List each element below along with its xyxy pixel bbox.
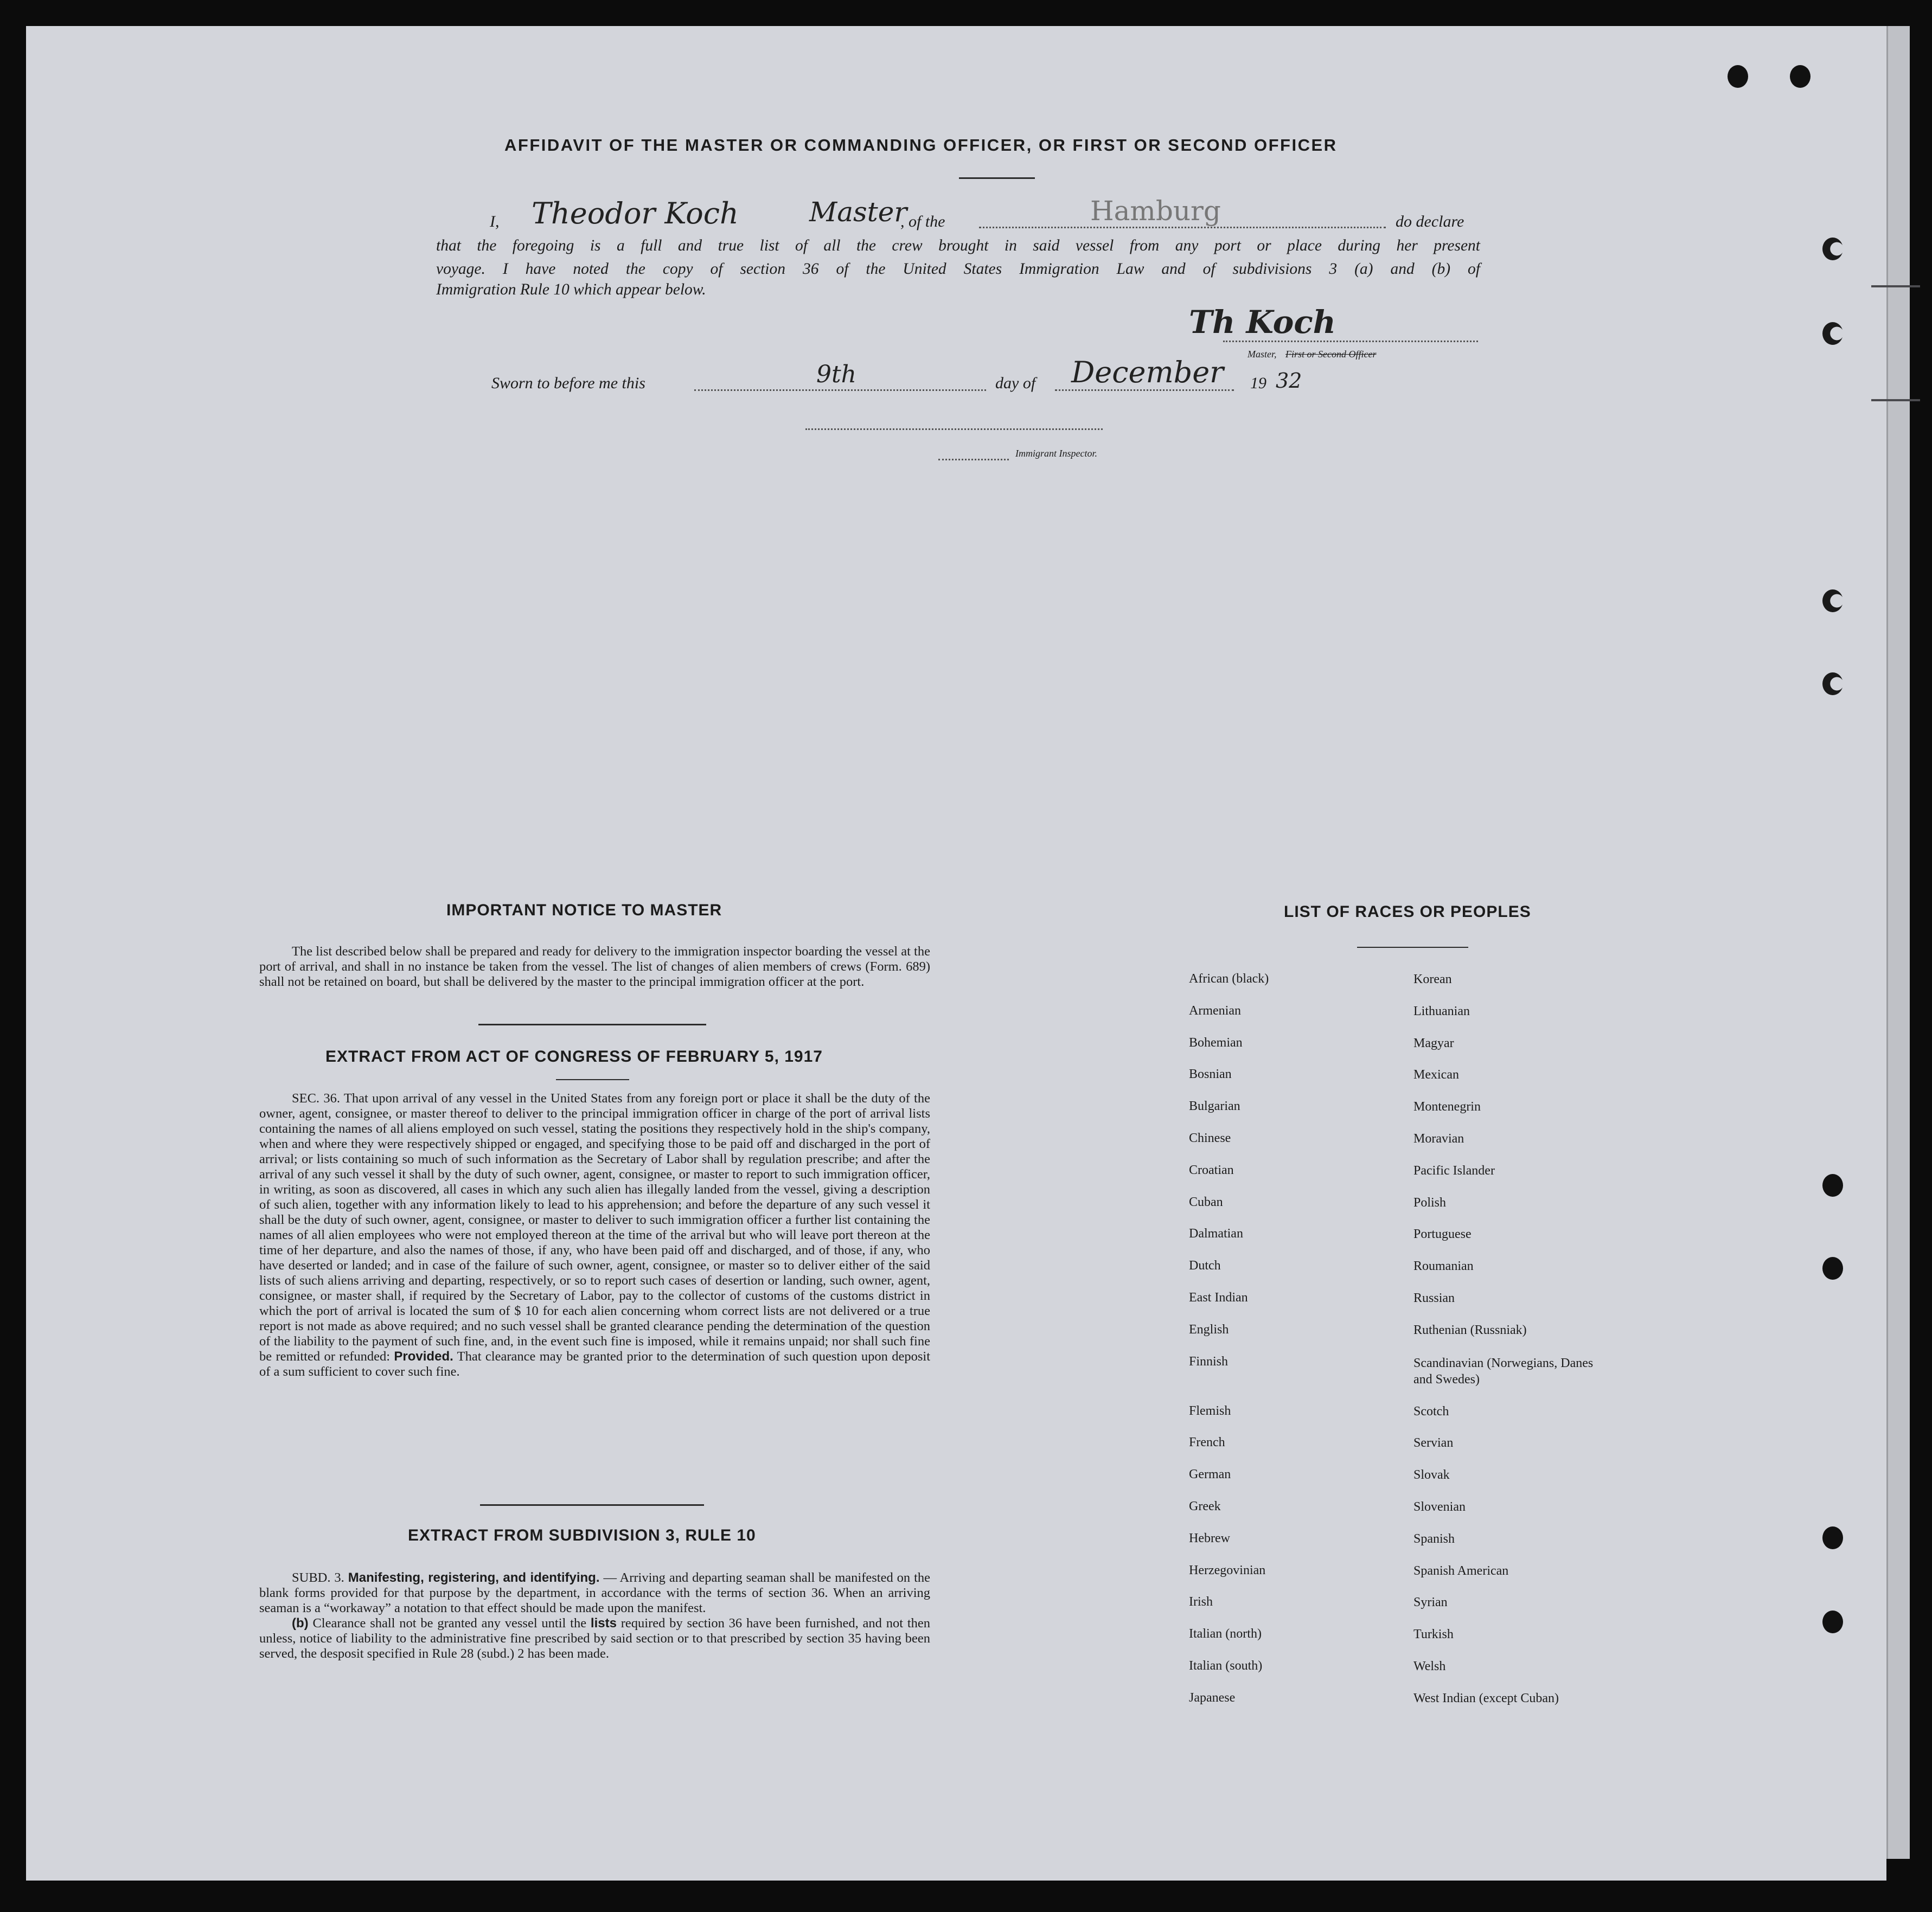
race-item: French	[1189, 1435, 1225, 1450]
binder-hole	[1822, 672, 1843, 695]
race-item: Portuguese	[1413, 1227, 1472, 1242]
binder-hole	[1822, 1257, 1843, 1280]
affidavit-i-label: I,	[490, 213, 500, 230]
race-item: Dutch	[1189, 1259, 1221, 1273]
race-item: West Indian (except Cuban)	[1413, 1691, 1559, 1705]
race-item: Cuban	[1189, 1195, 1223, 1209]
affidavit-title: AFFIDAVIT OF THE MASTER OR COMMANDING OFFICER, OR FIRST OR SECOND OFFICER	[504, 136, 1338, 155]
race-item: Irish	[1189, 1595, 1213, 1609]
act-provided-label: Provided.	[394, 1349, 453, 1364]
sworn-day-handwritten: 9th	[816, 361, 857, 388]
notice-rule	[478, 1024, 706, 1025]
race-item: Korean	[1413, 972, 1452, 986]
race-item: Magyar	[1413, 1036, 1454, 1050]
notice-heading: IMPORTANT NOTICE TO MASTER	[446, 901, 722, 919]
notice-body: The list described below shall be prepared and ready for delivery to the immigration inspector boarding the vessel at the port of arrival, and shall in no instance be taken from the vessel. The list of changes of alien members of crews (Form. 689) shall not be retained on board, but shall be delivered by the master to the principal immigration officer at the port.	[259, 944, 930, 989]
rule10-body: SUBD. 3. Manifesting, registering, and identifying. — Arriving and departing seaman shall be manifested on the blank forms provided for that purpose by the department, in accordance with the terms of section 36. When an arriving seaman is a “workaway” a notation to that effect should be made upon the manifest. (b) Clearance shall not be granted any vessel until the lists required by section 36 have been furnished, and not then unless, notice of liability to the administrative fine prescribed by said section or to that prescribed by section 35 having been served, the desposit specified in Rule 28 (subd.) 2 has been made.	[259, 1570, 931, 1661]
race-item: Lithuanian	[1413, 1004, 1470, 1018]
race-item: Moravian	[1413, 1131, 1464, 1146]
races-left-column	[1189, 972, 1269, 1723]
inspector-caption: Immigrant Inspector.	[1015, 448, 1097, 459]
race-item: Slovenian	[1413, 1499, 1466, 1514]
race-item: Roumanian	[1413, 1259, 1474, 1274]
do-declare-label: do declare	[1396, 213, 1464, 230]
act-heading-rule	[556, 1079, 629, 1080]
binder-hole	[1822, 589, 1843, 612]
master-signature: Th Koch	[1189, 304, 1336, 341]
race-item: Montenegrin	[1413, 1100, 1481, 1114]
affidavit-line-3: voyage. I have noted the copy of section 36 of the United States Immigration Law and of subdivisions 3 (a) and (b) of	[436, 260, 1480, 278]
sworn-month-handwritten: December	[1071, 355, 1224, 389]
day-of-label: day of	[995, 374, 1036, 392]
race-item: Chinese	[1189, 1131, 1231, 1145]
race-item: Ruthenian (Russniak)	[1413, 1323, 1527, 1337]
binder-hole	[1822, 1526, 1843, 1549]
act-heading: EXTRACT FROM ACT OF CONGRESS OF FEBRUARY 5, 1917	[325, 1048, 823, 1066]
race-item: Russian	[1413, 1291, 1455, 1305]
race-item: Hebrew	[1189, 1531, 1230, 1545]
act-text-end: That clearance may be granted prior to the determination of such question upon deposit of a sum sufficient to cover such fine.	[259, 1349, 931, 1379]
race-item: Scotch	[1413, 1404, 1449, 1419]
race-item: German	[1189, 1467, 1231, 1482]
of-the-label: , of the	[900, 213, 945, 230]
race-item: Mexican	[1413, 1068, 1459, 1082]
year-suffix-handwritten: 32	[1276, 369, 1302, 393]
races-right-column	[1413, 972, 1609, 1723]
year-prefix: 19	[1250, 374, 1266, 392]
race-item: Scandinavian (Norwegians, Danes and Swedes)	[1413, 1356, 1594, 1387]
race-item: Bohemian	[1189, 1035, 1243, 1050]
edge-mark	[1871, 399, 1920, 401]
race-item: Armenian	[1189, 1003, 1241, 1018]
binder-hole	[1790, 65, 1811, 88]
act-body	[259, 1091, 930, 1380]
race-item: East Indian	[1189, 1290, 1248, 1305]
race-item: Bulgarian	[1189, 1099, 1240, 1114]
binder-hole	[1822, 1611, 1843, 1633]
title-rule	[959, 177, 1035, 179]
sworn-label: Sworn to before me this	[491, 374, 645, 392]
race-item: Syrian	[1413, 1595, 1448, 1610]
sworn-day-dotted-line	[694, 389, 986, 391]
master-title-handwritten: Master	[809, 196, 907, 228]
race-item: Herzegovinian	[1189, 1563, 1266, 1577]
act-rule	[480, 1504, 704, 1506]
race-item: Polish	[1413, 1195, 1447, 1210]
race-item: Dalmatian	[1189, 1227, 1243, 1241]
act-text: SEC. 36. That upon arrival of any vessel in the United States from any foreign port or place it shall be the duty of the owner, agent, consignee, or master thereof to deliver to the principal immigration officer in charge of the port of arrival lists containing the names of all aliens employed on such vessel, stating the positions they respectively hold in the ship's company, when and where they were respectively shipped or engaged, and specifying those to be paid off and discharged in the port of arrival; or lists containing so much of such information as the Secretary of Labor shall by regulation prescribe; and after the arrival of any such vessel it shall by the duty of such owner, agent, consignee, or master to report to such immigration officer, in writing, as soon as discovered, all cases in which any such alien has illegally landed from the vessel, giving a description of such alien, together with any information likely to lead to his apprehension; and before the departure of any such vessel it shall be the duty of such owner, agent, consignee, or master to deliver to such immigration officer a further list containing the names of all alien employees who were not employed thereon at the time of the arrival but who will leave port thereon at the time of her departure, and also the names of those, if any, who have been paid off and discharged, and of those, if any, who have deserted or landed; and in case of the failure of such owner, agent, consignee, or master so to deliver either of the said lists of such aliens arriving and departing, respectively, or so to report such cases of desertion or landing, such owner, agent, consignee, or master shall, if required by the Secretary of Labor, pay to the collector of customs of the customs district in which the port of arrival is located the sum of $ 10 for each alien concerning whom correct lists are not delivered or a true report is not made as above required; and no such vessel shall be granted clearance pending the determination of the question of the liability to the payment of such fine, and, in the event such fine is imposed, while it remains unpaid; nor shall such fine be remitted or refunded:	[259, 1091, 930, 1364]
inspector-dotted-line-short	[938, 459, 1009, 460]
signature-caption-master: Master,	[1248, 349, 1277, 360]
master-name-handwritten: Theodor Koch	[532, 196, 739, 230]
page-edge	[1886, 26, 1910, 1859]
race-item: Japanese	[1189, 1690, 1236, 1705]
race-item: Flemish	[1189, 1403, 1231, 1418]
race-item: Welsh	[1413, 1659, 1446, 1673]
race-item: English	[1189, 1322, 1229, 1337]
race-item: Spanish	[1413, 1531, 1455, 1546]
vessel-name-stamp: Hamburg	[1090, 195, 1221, 227]
race-item: Italian (north)	[1189, 1627, 1262, 1641]
race-item: Turkish	[1413, 1627, 1454, 1642]
month-dotted-line	[1055, 389, 1234, 391]
binder-hole	[1728, 65, 1748, 88]
binder-hole	[1822, 238, 1843, 260]
edge-mark	[1871, 285, 1920, 287]
race-item: Slovak	[1413, 1468, 1450, 1483]
binder-hole	[1822, 322, 1843, 345]
race-item: Pacific Islander	[1413, 1163, 1495, 1178]
race-item: Finnish	[1189, 1354, 1229, 1369]
affidavit-line-2: that the foregoing is a full and true list of all the crew brought in said vessel from any port or place during her present	[436, 237, 1480, 254]
binder-hole	[1822, 1174, 1843, 1197]
race-item: Servian	[1413, 1436, 1454, 1451]
race-item: African (black)	[1189, 972, 1269, 986]
rule10-heading: EXTRACT FROM SUBDIVISION 3, RULE 10	[408, 1526, 756, 1544]
affidavit-line-4: Immigration Rule 10 which appear below.	[436, 281, 706, 298]
race-item: Italian (south)	[1189, 1658, 1263, 1673]
race-item: Bosnian	[1189, 1067, 1232, 1082]
inspector-dotted-line	[805, 428, 1103, 430]
races-rule	[1357, 947, 1468, 948]
signature-dotted-line	[1223, 341, 1478, 342]
races-heading: LIST OF RACES OR PEOPLES	[1284, 903, 1531, 921]
race-item: Croatian	[1189, 1163, 1234, 1177]
signature-caption-struck: First or Second Officer	[1285, 349, 1377, 360]
race-item: Greek	[1189, 1499, 1221, 1513]
vessel-dotted-line	[979, 227, 1386, 228]
race-item: Spanish American	[1413, 1563, 1509, 1578]
